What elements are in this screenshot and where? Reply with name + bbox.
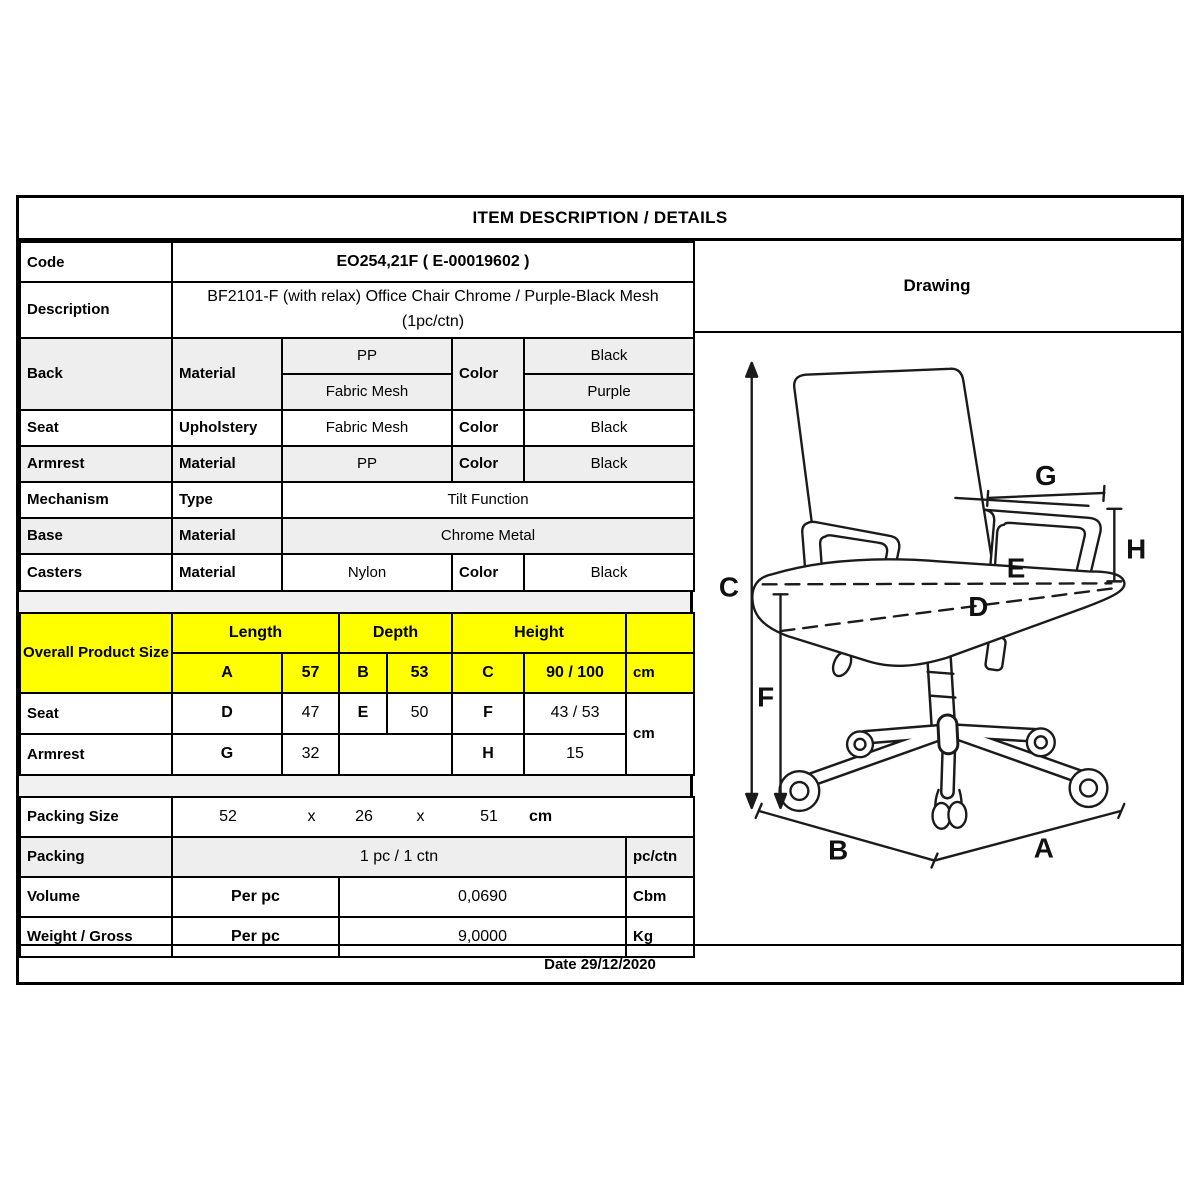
packing-label: Packing (20, 837, 172, 877)
back-color-1: Black (524, 338, 694, 374)
packing-size-value (172, 797, 694, 837)
packing-dim-1: 52 (219, 807, 237, 825)
drawing-column (693, 241, 1181, 944)
armrest-size-label: Armrest (20, 734, 172, 775)
dim-label-e: E (1006, 552, 1026, 584)
code-value: EO254,21F ( E-00019602 ) (172, 242, 694, 282)
back-color-label: Color (452, 338, 524, 410)
description-row (20, 282, 694, 338)
separator-row (19, 592, 690, 612)
dim-h-value: 15 (524, 734, 626, 775)
dim-a-value: 57 (282, 653, 339, 693)
code-label: Code (20, 242, 172, 282)
mechanism-value: Tilt Function (282, 482, 694, 518)
dim-e: E (339, 693, 387, 734)
col-depth: Depth (339, 613, 452, 653)
dim-b-value: 53 (387, 653, 452, 693)
dim-label-f: F (757, 681, 775, 713)
weight-label: Weight / Gross (20, 917, 172, 957)
armrest-size-row (20, 734, 694, 775)
dim-label-b: B (828, 834, 849, 866)
dim-label-c: C (718, 571, 739, 603)
packing-table (19, 796, 695, 958)
armrest-color: Black (524, 446, 694, 482)
packing-x-1: x (307, 807, 316, 825)
packing-size-unit: cm (529, 807, 553, 825)
seat-color-label: Color (452, 410, 524, 446)
packing-dim-3: 51 (480, 807, 498, 825)
mechanism-row (20, 482, 694, 518)
date-row (19, 944, 1181, 982)
spec-sheet (16, 195, 1184, 985)
sheet-title: ITEM DESCRIPTION / DETAILS (19, 198, 1181, 241)
drawing-area (693, 333, 1181, 944)
mechanism-label: Mechanism (20, 482, 172, 518)
size-header-empty (626, 613, 694, 653)
packing-x-2: x (416, 807, 425, 825)
back-color-2: Purple (524, 374, 694, 410)
base-attr: Material (172, 518, 282, 554)
dim-f-value: 43 / 53 (524, 693, 626, 734)
dim-h: H (452, 734, 524, 775)
chair-seat (752, 559, 1124, 666)
packing-size-label: Packing Size (20, 797, 172, 837)
description-label: Description (20, 282, 172, 338)
back-attr: Material (172, 338, 282, 410)
armrest-row (20, 446, 694, 482)
armrest-attr: Material (172, 446, 282, 482)
armrest-label: Armrest (20, 446, 172, 482)
armrest-material: PP (282, 446, 452, 482)
volume-value: 0,0690 (339, 877, 626, 917)
dim-label-d: D (968, 591, 989, 623)
base-row (20, 518, 694, 554)
casters-material: Nylon (282, 554, 452, 591)
dim-g: G (172, 734, 282, 775)
dim-c: C (452, 653, 524, 693)
weight-value: 9,0000 (339, 917, 626, 957)
col-length: Length (172, 613, 339, 653)
mechanism-attr: Type (172, 482, 282, 518)
size-header-row (20, 613, 694, 653)
code-row (20, 242, 694, 282)
col-height: Height (452, 613, 626, 653)
dim-d-value: 47 (282, 693, 339, 734)
dim-label-g: G (1034, 460, 1057, 492)
packing-unit: pc/ctn (626, 837, 694, 877)
seat-color: Black (524, 410, 694, 446)
packing-value: 1 pc / 1 ctn (172, 837, 626, 877)
dim-c-value: 90 / 100 (524, 653, 626, 693)
item-spec-table (19, 241, 695, 592)
dim-e-value: 50 (387, 693, 452, 734)
description-value: BF2101-F (with relax) Office Chair Chrome / Purple-Black Mesh (1pc/ctn) (172, 282, 694, 338)
dim-label-a: A (1033, 832, 1054, 864)
dim-f: F (452, 693, 524, 734)
chair-seat-dashed-e (763, 583, 1112, 584)
armrest-color-label: Color (452, 446, 524, 482)
weight-unit: Kg (626, 917, 694, 957)
casters-row (20, 554, 694, 591)
chair-technical-drawing-icon (693, 333, 1181, 944)
casters-attr: Material (172, 554, 282, 591)
dim-a: A (172, 653, 282, 693)
dim-b: B (339, 653, 387, 693)
casters-color: Black (524, 554, 694, 591)
armrest-size-empty (339, 734, 452, 775)
volume-label: Volume (20, 877, 172, 917)
casters-color-label: Color (452, 554, 524, 591)
seat-size-label: Seat (20, 693, 172, 734)
overall-unit: cm (626, 653, 694, 693)
drawing-header: Drawing (693, 241, 1181, 333)
size-table (19, 612, 695, 776)
packing-size-row (20, 797, 694, 837)
spec-tables (19, 241, 693, 944)
back-material-2: Fabric Mesh (282, 374, 452, 410)
seat-attr: Upholstery (172, 410, 282, 446)
seat-size-row (20, 693, 694, 734)
base-label: Base (20, 518, 172, 554)
seat-label: Seat (20, 410, 172, 446)
dim-g-value: 32 (282, 734, 339, 775)
volume-row (20, 877, 694, 917)
size-header: Overall Product Size (20, 613, 172, 693)
packing-dim-2: 26 (355, 807, 373, 825)
packing-row (20, 837, 694, 877)
back-material-1: PP (282, 338, 452, 374)
back-row-1 (20, 338, 694, 374)
volume-per: Per pc (172, 877, 339, 917)
casters-label: Casters (20, 554, 172, 591)
volume-unit: Cbm (626, 877, 694, 917)
base-value: Chrome Metal (282, 518, 694, 554)
weight-per: Per pc (172, 917, 339, 957)
seat-material: Fabric Mesh (282, 410, 452, 446)
date-text: Date 29/12/2020 (544, 955, 656, 973)
dim-d: D (172, 693, 282, 734)
separator-row (19, 776, 690, 796)
back-label: Back (20, 338, 172, 410)
dim-label-h: H (1126, 533, 1147, 565)
seat-row (20, 410, 694, 446)
seat-unit: cm (626, 693, 694, 775)
